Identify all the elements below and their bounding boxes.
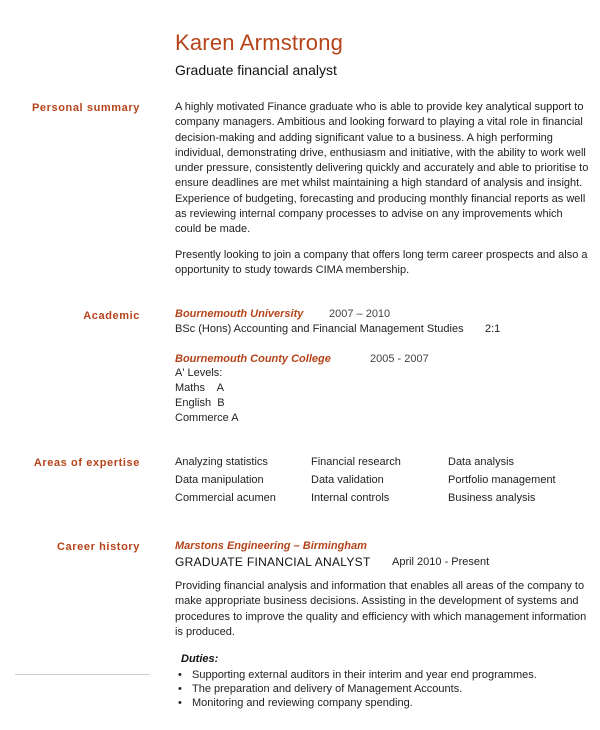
qualification-line: Maths A <box>175 382 224 394</box>
section-label-expertise: Areas of expertise <box>33 457 140 469</box>
candidate-name: Karen Armstrong <box>175 30 344 55</box>
course-name: BSc (Hons) Accounting and Financial Management Studies <box>175 323 464 335</box>
job-dates: April 2010 - Present <box>392 556 490 568</box>
section-label-academic: Academic <box>83 310 140 322</box>
expertise-item: Financial research <box>311 456 401 468</box>
job-description: Providing financial analysis and information that enables all areas of the company to make appropriate business decisions. Assisting in the development of systems and procedures to improve the quality and efficiency with which management information is produced. <box>175 580 587 638</box>
qualification-line: English B <box>175 397 225 409</box>
summary-paragraph-1: A highly motivated Finance graduate who is able to provide key analytical support to company managers. Ambitious and looking forward to playing a vital role in financial decision-making and adding significant value to a business. A high performing individual, demonstrating drive, enthusiasm and initiative, with the ability to work well under pressure, consistently delivering quickly and accurately and able to prioritise to ensure deadlines are met whilst maintaining a high standard of analysis and insight. Experience of budgeting, forecasting and producing monthly financial reports as well as reviewing internal company processes to advise on any improvements which could be made. <box>175 101 589 236</box>
candidate-title: Graduate financial analyst <box>175 62 337 78</box>
duties-list <box>175 668 590 711</box>
divider <box>15 674 150 675</box>
institution-name: Bournemouth County College <box>175 353 331 365</box>
expertise-item: Data validation <box>311 474 384 486</box>
job-role: GRADUATE FINANCIAL ANALYST <box>175 555 371 569</box>
expertise-item: Commercial acumen <box>175 492 276 504</box>
duty-item: • Monitoring and reviewing company spending. <box>175 696 590 710</box>
expertise-item: Internal controls <box>311 492 390 504</box>
institution-name: Bournemouth University <box>175 308 304 320</box>
qualification-line: Commerce A <box>175 412 239 424</box>
expertise-item: Business analysis <box>448 492 536 504</box>
employer-name: Marstons Engineering – Birmingham <box>175 540 367 552</box>
summary-paragraph-2: Presently looking to join a company that offers long term career prospects and also a opportunity to study towards CIMA membership. <box>175 249 588 277</box>
duties-heading: Duties: <box>181 653 219 665</box>
duty-item: • The preparation and delivery of Management Accounts. <box>175 682 590 696</box>
expertise-item: Analyzing statistics <box>175 456 268 468</box>
expertise-item: Data analysis <box>448 456 515 468</box>
expertise-item: Portfolio management <box>448 474 556 486</box>
course-grade: 2:1 <box>485 323 501 335</box>
institution-dates: 2007 – 2010 <box>329 308 391 320</box>
section-label-personal-summary: Personal summary <box>31 102 140 114</box>
duty-item: • Supporting external auditors in their interim and year end programmes. <box>175 668 590 682</box>
institution-dates: 2005 - 2007 <box>370 353 429 365</box>
expertise-item: Data manipulation <box>175 474 264 486</box>
section-label-career: Career history <box>57 541 140 553</box>
qualification-line: A' Levels: <box>175 367 223 379</box>
